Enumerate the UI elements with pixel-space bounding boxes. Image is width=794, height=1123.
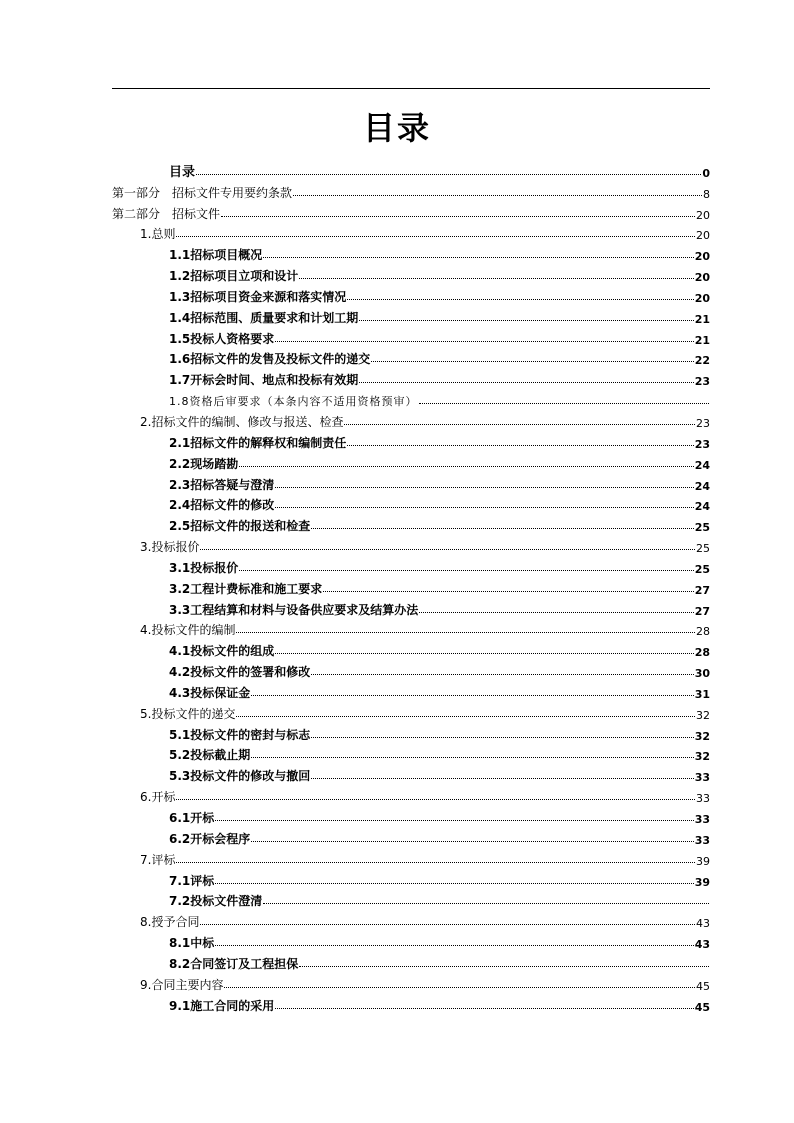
toc-entry[interactable] — [112, 159, 710, 180]
toc-entry-label: 1.1招标项目概况 — [169, 248, 263, 263]
toc-entry-page: 28 — [696, 625, 710, 639]
toc-entry[interactable] — [112, 451, 710, 472]
dot-leader — [221, 216, 695, 217]
dot-leader — [176, 862, 695, 863]
toc-entry-label: 5.1投标文件的密封与标志 — [169, 727, 311, 742]
toc-entry-label: 7.1评标 — [169, 873, 215, 888]
dot-leader — [196, 174, 701, 175]
toc-entry-page: 8 — [703, 187, 710, 201]
dot-leader — [239, 570, 693, 571]
toc-entry-page: 31 — [694, 687, 710, 701]
dot-leader — [371, 361, 693, 362]
toc-entry-label: 1.2招标项目立项和设计 — [169, 269, 299, 284]
toc-entry[interactable] — [112, 242, 710, 263]
dot-leader — [200, 549, 695, 550]
toc-entry-label: 5.2投标截止期 — [169, 748, 251, 763]
toc-entry-page: 33 — [696, 792, 710, 806]
dot-leader — [299, 278, 693, 279]
toc-entry-label: 4.1投标文件的组成 — [169, 644, 275, 659]
toc-entry-label: 5.3投标文件的修改与撤回 — [169, 769, 311, 784]
toc-entry-label: 1.5投标人资格要求 — [169, 331, 275, 346]
toc-entry-page: 24 — [694, 458, 710, 472]
toc-entry[interactable] — [112, 263, 710, 284]
toc-entry-label: 2.1招标文件的解释权和编制责任 — [169, 435, 347, 450]
toc-entry[interactable] — [112, 222, 710, 243]
dot-leader — [311, 778, 693, 779]
toc-entry[interactable] — [112, 951, 710, 972]
toc-entry[interactable] — [112, 659, 710, 680]
toc-entry-label: 1.3招标项目资金来源和落实情况 — [169, 289, 347, 304]
toc-entry-page: 27 — [694, 583, 710, 597]
toc-entry[interactable] — [112, 701, 710, 722]
toc-entry[interactable] — [112, 826, 710, 847]
toc-entry-label: 8.2合同签订及工程担保 — [169, 956, 299, 971]
dot-leader — [236, 632, 695, 633]
toc-entry[interactable] — [112, 722, 710, 743]
dot-leader — [263, 257, 693, 258]
toc-entry-page: 28 — [694, 646, 710, 660]
toc-entry-page: 20 — [696, 229, 710, 243]
toc-entry[interactable] — [112, 326, 710, 347]
toc-entry-page: 21 — [694, 333, 710, 347]
toc-entry-page: 25 — [696, 542, 710, 556]
toc-entry-label: 6.开标 — [140, 790, 176, 805]
toc-entry[interactable] — [112, 930, 710, 951]
table-of-contents — [112, 159, 710, 1014]
dot-leader — [347, 299, 693, 300]
toc-entry[interactable] — [112, 784, 710, 805]
toc-entry[interactable] — [112, 638, 710, 659]
toc-entry[interactable] — [112, 868, 710, 889]
dot-leader — [419, 403, 710, 404]
toc-entry[interactable] — [112, 367, 710, 388]
toc-entry-label: 1.4招标范围、质量要求和计划工期 — [169, 310, 359, 325]
dot-leader — [176, 799, 695, 800]
toc-entry[interactable] — [112, 284, 710, 305]
toc-entry[interactable] — [112, 847, 710, 868]
dot-leader — [275, 341, 693, 342]
toc-entry-label: 2.2现场踏勘 — [169, 456, 239, 471]
toc-entry-page: 33 — [694, 833, 710, 847]
dot-leader — [347, 445, 693, 446]
toc-entry-label: 1.8资格后审要求（本条内容不适用资格预审） — [169, 395, 418, 409]
toc-entry-page: 43 — [694, 938, 710, 952]
dot-leader — [311, 737, 693, 738]
toc-entry-label: 第二部分 招标文件 — [112, 206, 221, 221]
dot-leader — [251, 757, 693, 758]
toc-entry-label: 2.4招标文件的修改 — [169, 498, 275, 513]
dot-leader — [311, 674, 693, 675]
toc-entry[interactable] — [112, 472, 710, 493]
toc-entry-label: 第一部分 招标文件专用要约条款 — [112, 185, 293, 200]
toc-entry-page: 23 — [694, 375, 710, 389]
toc-entry-label: 2.3招标答疑与澄清 — [169, 477, 275, 492]
toc-entry[interactable] — [112, 743, 710, 764]
toc-entry-label: 3.1投标报价 — [169, 560, 239, 575]
toc-entry[interactable] — [112, 576, 710, 597]
toc-entry-page: 33 — [694, 771, 710, 785]
toc-entry[interactable] — [112, 889, 710, 910]
toc-entry[interactable] — [112, 388, 710, 409]
toc-entry[interactable] — [112, 993, 710, 1014]
toc-entry-page: 32 — [696, 708, 710, 722]
toc-entry-page: 33 — [694, 813, 710, 826]
toc-entry[interactable] — [112, 763, 710, 784]
toc-entry-page: 22 — [694, 354, 710, 368]
toc-entry-page: 43 — [696, 917, 710, 931]
toc-entry[interactable] — [112, 430, 710, 451]
toc-entry[interactable] — [112, 618, 710, 639]
toc-entry-label: 6.1开标 — [169, 811, 215, 825]
dot-leader — [275, 653, 693, 654]
toc-entry-label: 3.3工程结算和材料与设备供应要求及结算办法 — [169, 602, 419, 617]
dot-leader — [176, 236, 695, 237]
toc-entry[interactable] — [112, 513, 710, 534]
toc-entry-label: 9.合同主要内容 — [140, 977, 224, 992]
toc-entry-page: 45 — [696, 979, 710, 993]
toc-entry-page: 25 — [694, 521, 710, 535]
dot-leader — [419, 612, 693, 613]
toc-entry-label: 4.2投标文件的签署和修改 — [169, 665, 311, 680]
dot-leader — [299, 966, 709, 967]
dot-leader — [359, 382, 693, 383]
dot-leader — [275, 1008, 693, 1009]
dot-leader — [215, 883, 693, 884]
toc-entry-page: 32 — [694, 729, 710, 743]
toc-entry-page: 20 — [696, 208, 710, 222]
toc-entry-page: 24 — [694, 479, 710, 493]
toc-entry-label: 1.总则 — [140, 227, 176, 242]
dot-leader — [224, 987, 695, 988]
toc-entry-label: 目录 — [169, 164, 196, 180]
toc-entry[interactable] — [112, 597, 710, 618]
toc-entry[interactable] — [112, 347, 710, 368]
dot-leader — [200, 924, 695, 925]
toc-entry[interactable] — [112, 680, 710, 701]
toc-entry-label: 7.评标 — [140, 852, 176, 867]
toc-entry[interactable] — [112, 534, 710, 555]
dot-leader — [275, 487, 693, 488]
header-rule — [112, 88, 710, 89]
dot-leader — [215, 945, 693, 946]
toc-entry-label: 2.招标文件的编制、修改与报送、检查 — [140, 414, 344, 429]
toc-entry-label: 6.2开标会程序 — [169, 831, 251, 846]
toc-entry-page: 39 — [694, 875, 710, 889]
toc-entry-page: 20 — [694, 271, 710, 285]
dot-leader — [263, 903, 709, 904]
toc-entry[interactable] — [112, 180, 710, 201]
toc-entry-page: 30 — [694, 667, 710, 681]
dot-leader — [215, 820, 693, 821]
toc-entry[interactable] — [112, 409, 710, 430]
toc-entry[interactable] — [112, 493, 710, 514]
toc-entry-page: 0 — [702, 166, 710, 180]
toc-entry-page: 21 — [694, 312, 710, 326]
toc-entry-page: 45 — [694, 1000, 710, 1014]
dot-leader — [251, 841, 693, 842]
toc-entry-label: 7.2投标文件澄清 — [169, 894, 263, 909]
toc-entry-page: 23 — [696, 416, 710, 430]
toc-entry[interactable] — [112, 305, 710, 326]
toc-entry-label: 8.授予合同 — [140, 915, 200, 930]
page-title: 目录 — [362, 109, 431, 147]
toc-entry-page: 23 — [694, 437, 710, 451]
toc-entry-label: 5.投标文件的递交 — [140, 706, 236, 721]
toc-entry-label: 4.3投标保证金 — [169, 685, 251, 700]
dot-leader — [323, 591, 693, 592]
toc-entry-label: 8.1中标 — [169, 936, 215, 951]
toc-entry-page: 27 — [694, 604, 710, 618]
toc-entry-label: 1.7开标会时间、地点和投标有效期 — [169, 373, 359, 388]
toc-entry-label: 1.6招标文件的发售及投标文件的递交 — [169, 352, 371, 367]
toc-entry-label: 4.投标文件的编制 — [140, 623, 236, 638]
dot-leader — [239, 466, 693, 467]
dot-leader — [344, 424, 695, 425]
toc-entry-page: 20 — [694, 291, 710, 305]
dot-leader — [359, 320, 693, 321]
dot-leader — [236, 716, 695, 717]
toc-entry[interactable] — [112, 972, 710, 993]
toc-entry-page: 24 — [694, 500, 710, 514]
toc-entry-page: 32 — [694, 750, 710, 764]
toc-entry[interactable] — [112, 201, 710, 222]
toc-entry-label: 9.1施工合同的采用 — [169, 998, 275, 1013]
toc-entry[interactable] — [112, 805, 710, 826]
toc-entry[interactable] — [112, 555, 710, 576]
dot-leader — [311, 528, 693, 529]
toc-entry-page: 25 — [694, 562, 710, 576]
toc-entry-label: 2.5招标文件的报送和检查 — [169, 519, 311, 534]
dot-leader — [293, 195, 702, 196]
dot-leader — [275, 507, 693, 508]
toc-entry[interactable] — [112, 909, 710, 930]
toc-entry-label: 3.投标报价 — [140, 540, 200, 555]
toc-entry-page: 20 — [694, 250, 710, 264]
dot-leader — [251, 695, 693, 696]
toc-entry-page: 39 — [696, 854, 710, 868]
toc-entry-label: 3.2工程计费标准和施工要求 — [169, 581, 323, 596]
